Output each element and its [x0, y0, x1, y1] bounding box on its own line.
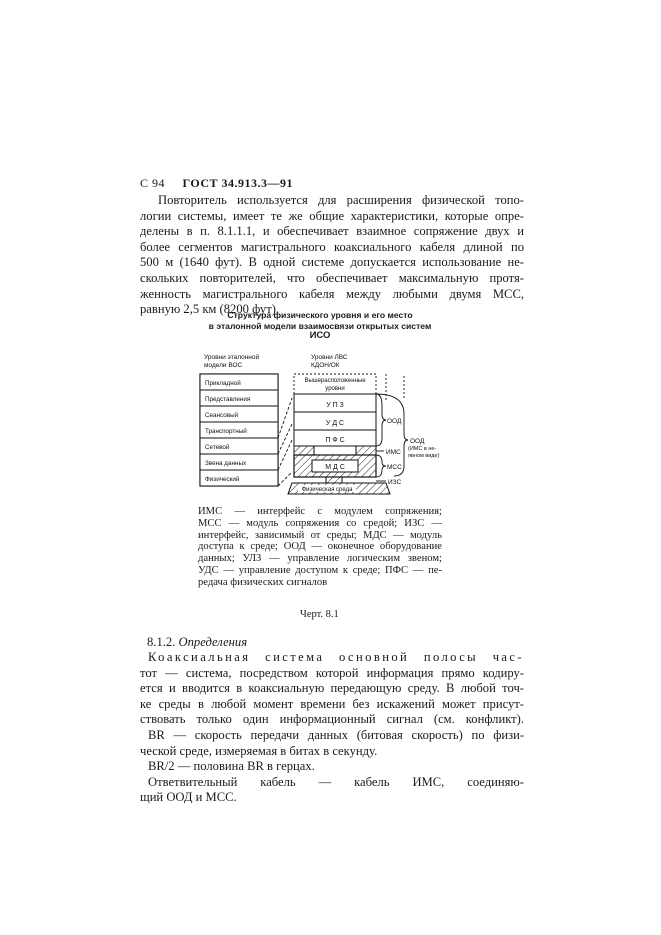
text-line: BR/2 — половина BR в герцах. [148, 759, 315, 774]
mdi-connector [326, 477, 342, 483]
text-line: женность магистрального кабеля между любыми двумя МСС, [140, 286, 524, 301]
ims-label: ИМС [386, 449, 401, 456]
left-header-line: модели ВОС [204, 362, 243, 369]
figure-title [190, 310, 450, 342]
osi-stack [200, 374, 278, 486]
text-line: Ответвительный кабель — кабель ИМС, соединяю- [148, 774, 524, 789]
text-line: скольких повторителей, что обеспечивает максимальную протя- [140, 270, 524, 285]
osi-layer-label: Транспортный [205, 428, 247, 435]
right-header-line: Уровни ЛВС [311, 354, 348, 361]
text-line: ческой среде, измеряемая в битах в секунду. [140, 743, 378, 758]
lan-layer-label: У Д С [325, 420, 345, 427]
ood-note: явном виде) [408, 453, 440, 459]
text-line: Повторитель используется для расширения физической топо- [158, 193, 524, 207]
text-line: Коаксиальная система основной полосы час- [148, 650, 524, 664]
legend-line: редача физических сигналов [198, 576, 328, 588]
figure-title-line: ИСО [309, 330, 331, 341]
text-line: более сегментов магистрального коаксиального кабеля длиной по [140, 239, 524, 254]
section-title: Определения [178, 635, 248, 649]
left-header-line: Уровни эталонной [204, 354, 260, 361]
section-heading [147, 635, 247, 650]
izs-label: ИЗС [388, 479, 402, 486]
figure-legend [198, 506, 442, 589]
intro-paragraph [140, 193, 524, 318]
upper-levels-label: Вышерасположенные [304, 378, 366, 384]
legend-line: УДС — управление доступом к среде; ПФС — пе- [198, 564, 442, 576]
text-line: щий ООД и МСС. [140, 790, 237, 805]
ood-label: ООД [410, 438, 425, 445]
osi-layer-label: Сетевой [205, 444, 230, 451]
text-line: BR — скорость передачи данных (битовая скорость) по физи- [148, 727, 524, 742]
osi-layer-label: Сеансовый [205, 412, 239, 419]
right-header-line: КДОН/ОК [311, 362, 340, 369]
lan-layer-label: У П З [326, 402, 344, 409]
osi-layer-label: Представления [205, 396, 251, 403]
osi-layer-label: Звена данных [205, 460, 247, 467]
figure-title-line: в эталонной модели взаимосвязи открытых систем [208, 320, 432, 331]
text-line: логии системы, имеет те же общие характеристики, которые опре- [140, 208, 524, 223]
text-line: равную 2,5 км (8200 фут). [140, 302, 280, 317]
definitions-paragraph [140, 650, 524, 806]
lan-layer-label: П Ф С [325, 437, 345, 444]
ood-label: ООД [387, 418, 402, 425]
text-line: ствовать только один информационный сигнал (см. конфликт). [140, 712, 524, 727]
lan-stack [294, 394, 376, 483]
figure-title-line: Структура физического уровня и его место [227, 310, 413, 320]
upper-levels-label: уровни [325, 386, 345, 392]
physical-medium-label: Физическая среда [301, 487, 353, 493]
text-line: делены в п. 8.1.1.1, и обеспечивает взаимное сопряжение двух и [140, 224, 524, 239]
mapping-lines [278, 398, 292, 486]
osi-layer-label: Прикладной [205, 380, 241, 387]
section-number: 8.1.2. [147, 635, 176, 649]
osi-diagram [180, 354, 450, 502]
legend-line: данных; УЛЗ — управление логическим звеном; [198, 553, 442, 565]
page-header [140, 176, 293, 191]
page-number: С 94 [140, 176, 166, 190]
legend-line: доступа к среде; ООД — оконечное оборудование [198, 541, 442, 553]
text-line: ется и вводится в коаксиальную передающую среду. В любой точ- [140, 681, 524, 696]
text-line: тот — система, посредством которой информация прямо кодиру- [140, 665, 524, 680]
ood-note: (ИМС в не- [408, 446, 437, 452]
text-line: 500 м (1640 фут). В одной системе допускается использование не- [140, 255, 524, 270]
standard-id: ГОСТ 34.913.3—91 [182, 176, 294, 190]
legend-line: интерфейс, зависимый от среды; МДС — модуль [198, 529, 442, 541]
figure-caption: Черт. 8.1 [300, 609, 339, 620]
legend-line: ИМС — интерфейс с модулем сопряжения; [198, 506, 442, 517]
text-line: ке среды в любой момент времени без искажений может присут- [140, 696, 524, 711]
mss-label: МСС [387, 464, 402, 471]
lan-layer-label: М Д С [325, 464, 345, 471]
legend-line: МСС — модуль сопряжения со средой; ИЗС — [198, 517, 442, 529]
osi-layer-label: Физический [205, 476, 240, 483]
